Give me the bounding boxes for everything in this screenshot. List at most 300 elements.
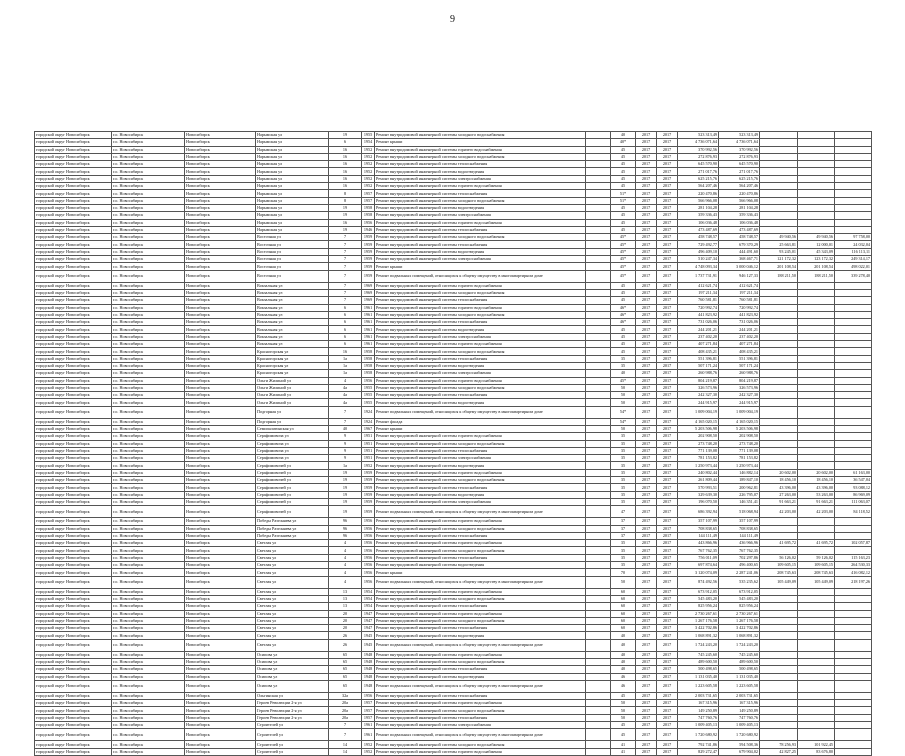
street-cell: Подгорная ул (256, 418, 329, 425)
work-type-cell: Ремонт внутридомовой инженерной системы водоотведения (375, 462, 586, 469)
table-row (35, 498, 872, 505)
work-type-cell: Ремонт внутридомовой инженерной системы теплоснабжения (375, 392, 586, 399)
plan-year-cell: 2017 (636, 226, 657, 233)
year-cell: 1961 (362, 326, 375, 333)
table-row (35, 384, 872, 391)
table-row (35, 462, 872, 469)
cost-local-cell (798, 319, 835, 326)
street-cell: Осипова ул (256, 659, 329, 666)
locality-cell: Новосибирск (185, 406, 256, 418)
table-row (35, 399, 872, 406)
house-cell: 6 (329, 319, 362, 326)
house-cell: 20 (329, 625, 362, 632)
cost-total-cell: 760 581,81 (678, 297, 719, 304)
city-cell: г.о. Новосибирск (112, 554, 185, 561)
district-cell: городской округ Новосибирск (35, 576, 112, 588)
cost-fund-cell: 271 017,76 (719, 168, 760, 175)
plan-year-cell: 2017 (636, 540, 657, 547)
street-cell: Серафимовичей ул (256, 506, 329, 518)
district-cell: городской округ Новосибирск (35, 341, 112, 348)
cost-owners-cell (760, 440, 798, 447)
table-row (35, 348, 872, 355)
plan-year-cell: 2017 (636, 311, 657, 318)
cost-owners-cell (760, 651, 798, 658)
cost-local-cell (798, 722, 835, 729)
cost-local-cell: 83 676,80 (798, 748, 835, 755)
cost-owners-cell: 121 172,32 (760, 256, 798, 263)
house-cell: 1а (329, 355, 362, 362)
year-cell: 1958 (362, 348, 375, 355)
work-type-cell: Ремонт подвальных помещений, относящихся к общему имуществу в многоквартирном доме (375, 680, 586, 692)
cost-total-cell: 829 272,47 (678, 748, 719, 755)
year-cell: 1959 (362, 484, 375, 491)
city-cell: г.о. Новосибирск (112, 748, 185, 755)
table-row (35, 469, 872, 476)
cost-other-cell (835, 659, 872, 666)
year-cell: 1924 (362, 418, 375, 425)
cost-local-cell: 18 456,10 (798, 477, 835, 484)
locality-cell: Новосибирск (185, 617, 256, 624)
city-cell: г.о. Новосибирск (112, 190, 185, 197)
blank-cell (586, 234, 611, 241)
cost-other-cell: 61 163,00 (835, 469, 872, 476)
cost-other-cell (835, 707, 872, 714)
done-year-cell: 2017 (657, 282, 678, 289)
done-year-cell: 2017 (657, 673, 678, 680)
work-type-cell: Ремонт внутридомовой инженерной системы горячего водоснабжения (375, 540, 586, 547)
plan-year-cell: 2017 (636, 632, 657, 639)
done-year-cell: 2017 (657, 241, 678, 248)
done-year-cell: 2017 (657, 168, 678, 175)
cost-owners-cell (760, 297, 798, 304)
wear-cell: 45 (611, 348, 636, 355)
cost-local-cell (798, 632, 835, 639)
work-type-cell: Ремонт внутридомовой инженерной системы холодного водоснабжения (375, 197, 586, 204)
cost-owners-cell (760, 190, 798, 197)
work-type-cell: Ремонт внутридомовой инженерной системы водоотведения (375, 399, 586, 406)
city-cell: г.о. Новосибирск (112, 498, 185, 505)
street-cell: Нарымская ул (256, 132, 329, 139)
street-cell: Вокзальная ул (256, 297, 329, 304)
street-cell: Вокзальная ул (256, 319, 329, 326)
year-cell: 1952 (362, 741, 375, 748)
cost-local-cell (798, 425, 835, 432)
year-cell: 1954 (362, 139, 375, 146)
blank-cell (586, 297, 611, 304)
work-type-cell: Ремонт внутридомовой инженерной системы холодного водоснабжения (375, 132, 586, 139)
cost-total-cell: 272 876,93 (678, 153, 719, 160)
city-cell: г.о. Новосибирск (112, 392, 185, 399)
wear-cell: 45 (611, 183, 636, 190)
wear-cell: 45 (611, 282, 636, 289)
cost-local-cell (798, 139, 835, 146)
work-type-cell: Ремонт внутридомовой инженерной системы холодного водоснабжения (375, 384, 586, 391)
done-year-cell: 2017 (657, 595, 678, 602)
street-cell: Осипова ул (256, 666, 329, 673)
cost-fund-cell: 458 748,57 (719, 234, 760, 241)
cost-other-cell (835, 311, 872, 318)
house-cell: 9 (329, 447, 362, 454)
city-cell: г.о. Новосибирск (112, 297, 185, 304)
cost-local-cell (798, 333, 835, 340)
cost-owners-cell (760, 700, 798, 707)
done-year-cell: 2017 (657, 680, 678, 692)
house-cell: 26 (329, 639, 362, 651)
cost-local-cell: 20 602,00 (798, 469, 835, 476)
cost-fund-cell: 149 250,89 (719, 707, 760, 714)
district-cell: городской округ Новосибирск (35, 132, 112, 139)
wear-cell: 45* (611, 234, 636, 241)
plan-year-cell: 2017 (636, 714, 657, 721)
year-cell: 1952 (362, 748, 375, 755)
cost-owners-cell (760, 714, 798, 721)
city-cell: г.о. Новосибирск (112, 212, 185, 219)
street-cell: Нарымская ул (256, 183, 329, 190)
house-cell: 16 (329, 175, 362, 182)
done-year-cell: 2017 (657, 190, 678, 197)
year-cell: 1959 (362, 241, 375, 248)
house-cell: 7 (329, 297, 362, 304)
cost-owners-cell (760, 532, 798, 539)
cost-local-cell: 105 449,09 (798, 576, 835, 588)
street-cell: Вокзальная ул (256, 326, 329, 333)
cost-owners-cell (760, 639, 798, 651)
cost-fund-cell: 146 351,41 (719, 498, 760, 505)
table-row (35, 440, 872, 447)
cost-local-cell (798, 370, 835, 377)
cost-owners-cell (760, 447, 798, 454)
cost-total-cell: 237 402,20 (678, 333, 719, 340)
locality-cell: Новосибирск (185, 212, 256, 219)
plan-year-cell: 2017 (636, 132, 657, 139)
done-year-cell: 2017 (657, 484, 678, 491)
year-cell: 1957 (362, 190, 375, 197)
work-type-cell: Ремонт внутридомовой инженерной системы теплоснабжения (375, 625, 586, 632)
cost-total-cell: 329 639,30 (678, 491, 719, 498)
city-cell: г.о. Новосибирск (112, 547, 185, 554)
plan-year-cell: 2017 (636, 282, 657, 289)
work-type-cell: Ремонт внутридомовой инженерной системы водоотведения (375, 204, 586, 211)
cost-total-cell: 197 211,34 (678, 289, 719, 296)
done-year-cell: 2017 (657, 348, 678, 355)
done-year-cell: 2017 (657, 603, 678, 610)
street-cell: Красногорская ул (256, 355, 329, 362)
cost-other-cell (835, 433, 872, 440)
street-cell: Строителей ул (256, 741, 329, 748)
locality-cell: Новосибирск (185, 659, 256, 666)
blank-cell (586, 204, 611, 211)
district-cell: городской округ Новосибирск (35, 477, 112, 484)
cost-other-cell (835, 588, 872, 595)
district-cell: городской округ Новосибирск (35, 714, 112, 721)
cost-fund-cell: 3 000 046,12 (719, 263, 760, 270)
locality-cell: Новосибирск (185, 506, 256, 518)
city-cell: г.о. Новосибирск (112, 234, 185, 241)
cost-other-cell (835, 168, 872, 175)
cost-owners-cell (760, 729, 798, 741)
plan-year-cell: 2017 (636, 469, 657, 476)
work-type-cell: Ремонт подвальных помещений, относящихся к общему имуществу в многоквартирном доме (375, 576, 586, 588)
blank-cell (586, 433, 611, 440)
blank-cell (586, 263, 611, 270)
done-year-cell: 2017 (657, 651, 678, 658)
cost-total-cell: 551 396,81 (678, 355, 719, 362)
cost-total-cell: 408 435,21 (678, 348, 719, 355)
table-row (35, 241, 872, 248)
plan-year-cell: 2017 (636, 588, 657, 595)
cost-owners-cell (760, 384, 798, 391)
cost-owners-cell (760, 282, 798, 289)
cost-total-cell: 357 107,99 (678, 518, 719, 525)
locality-cell: Новосибирск (185, 168, 256, 175)
year-cell: 1956 (362, 532, 375, 539)
done-year-cell: 2017 (657, 289, 678, 296)
plan-year-cell: 2017 (636, 617, 657, 624)
cost-fund-cell: 473 487,69 (719, 226, 760, 233)
year-cell: 1961 (362, 311, 375, 318)
blank-cell (586, 256, 611, 263)
cost-local-cell (798, 625, 835, 632)
street-cell: Героев Революции 2-я ул (256, 700, 329, 707)
wear-cell: 35 (611, 362, 636, 369)
city-cell: г.о. Новосибирск (112, 175, 185, 182)
locality-cell: Новосибирск (185, 525, 256, 532)
cost-owners-cell: 42 827,25 (760, 748, 798, 755)
cost-total-cell: 686 392,94 (678, 506, 719, 518)
cost-other-cell: 24 032,04 (835, 241, 872, 248)
done-year-cell: 2017 (657, 333, 678, 340)
cost-local-cell (798, 341, 835, 348)
street-cell: Подгорная ул (256, 406, 329, 418)
cost-local-cell (798, 362, 835, 369)
done-year-cell: 2017 (657, 547, 678, 554)
locality-cell: Новосибирск (185, 370, 256, 377)
street-cell: Восточная ул (256, 241, 329, 248)
street-cell: Нарымская ул (256, 175, 329, 182)
year-cell: 1959 (362, 248, 375, 255)
table-row (35, 625, 872, 632)
wear-cell: 45* (611, 263, 636, 270)
cost-owners-cell (760, 377, 798, 384)
wear-cell: 35 (611, 440, 636, 447)
cost-owners-cell (760, 722, 798, 729)
cost-local-cell: 188 211,50 (798, 270, 835, 282)
locality-cell: Новосибирск (185, 304, 256, 311)
cost-owners-cell (760, 153, 798, 160)
city-cell: г.о. Новосибирск (112, 484, 185, 491)
cost-local-cell (798, 666, 835, 673)
cost-fund-cell: 523 313,49 (719, 132, 760, 139)
cost-total-cell: 697 874,64 (678, 562, 719, 569)
plan-year-cell: 2017 (636, 525, 657, 532)
wear-cell: 45 (611, 168, 636, 175)
house-cell: 7 (329, 234, 362, 241)
done-year-cell: 2017 (657, 569, 678, 576)
locality-cell: Новосибирск (185, 484, 256, 491)
done-year-cell: 2017 (657, 311, 678, 318)
street-cell: Нарымская ул (256, 139, 329, 146)
cost-other-cell (835, 319, 872, 326)
year-cell: 1952 (362, 183, 375, 190)
cost-owners-cell: 78 256,93 (760, 741, 798, 748)
cost-total-cell: 144 111,49 (678, 532, 719, 539)
cost-total-cell: 500 498,65 (678, 666, 719, 673)
city-cell: г.о. Новосибирск (112, 540, 185, 547)
wear-cell: 45 (611, 326, 636, 333)
blank-cell (586, 588, 611, 595)
year-cell: 1956 (362, 562, 375, 569)
cost-owners-cell: 93 245,01 (760, 248, 798, 255)
city-cell: г.о. Новосибирск (112, 384, 185, 391)
wear-cell: 35 (611, 562, 636, 569)
plan-year-cell: 2017 (636, 341, 657, 348)
cost-owners-cell: 25 663,81 (760, 241, 798, 248)
wear-cell: 35 (611, 469, 636, 476)
blank-cell (586, 197, 611, 204)
cost-local-cell (798, 153, 835, 160)
street-cell: Нарымская ул (256, 153, 329, 160)
district-cell: городской округ Новосибирск (35, 666, 112, 673)
plan-year-cell: 2017 (636, 333, 657, 340)
district-cell: городской округ Новосибирск (35, 491, 112, 498)
plan-year-cell: 2017 (636, 554, 657, 561)
cost-fund-cell: 708 838,65 (719, 525, 760, 532)
cost-fund-cell: 202 908,50 (719, 433, 760, 440)
year-cell: 1959 (362, 498, 375, 505)
house-cell: 1а (329, 370, 362, 377)
cost-other-cell (835, 625, 872, 632)
cost-owners-cell: 188 211,50 (760, 270, 798, 282)
street-cell: Нарымская ул (256, 219, 329, 226)
wear-cell: 45 (611, 226, 636, 233)
cost-fund-cell: 357 107,99 (719, 518, 760, 525)
done-year-cell: 2017 (657, 197, 678, 204)
house-cell: 16 (329, 219, 362, 226)
cost-other-cell (835, 212, 872, 219)
cost-owners-cell (760, 333, 798, 340)
cost-other-cell (835, 440, 872, 447)
cost-fund-cell: 1 009 405,13 (719, 722, 760, 729)
cost-owners-cell: 56 126,02 (760, 554, 798, 561)
cost-owners-cell: 208 745,63 (760, 569, 798, 576)
cost-fund-cell: 1 223 605,58 (719, 680, 760, 692)
cost-total-cell: 874 492,56 (678, 576, 719, 588)
done-year-cell: 2017 (657, 554, 678, 561)
cost-owners-cell: 91 663,21 (760, 498, 798, 505)
table-row (35, 212, 872, 219)
work-type-cell: Ремонт внутридомовой инженерной системы горячего водоснабжения (375, 282, 586, 289)
city-cell: г.о. Новосибирск (112, 639, 185, 651)
cost-owners-cell (760, 632, 798, 639)
done-year-cell: 2017 (657, 562, 678, 569)
cost-total-cell: 767 762,35 (678, 547, 719, 554)
cost-total-cell: 443 866,96 (678, 540, 719, 547)
year-cell: 1945 (362, 639, 375, 651)
house-cell: 96 (329, 532, 362, 539)
cost-local-cell: 91 663,21 (798, 498, 835, 505)
district-cell: городской округ Новосибирск (35, 603, 112, 610)
cost-fund-cell: 767 762,35 (719, 547, 760, 554)
work-type-cell: Ремонт внутридомовой инженерной системы холодного водоснабжения (375, 153, 586, 160)
cost-total-cell: 3 422 702,86 (678, 625, 719, 632)
cost-total-cell: 273 748,20 (678, 440, 719, 447)
blank-cell (586, 639, 611, 651)
cost-local-cell (798, 204, 835, 211)
blank-cell (586, 348, 611, 355)
cost-fund-cell: 4 736 071,64 (719, 139, 760, 146)
city-cell: г.о. Новосибирск (112, 714, 185, 721)
blank-cell (586, 289, 611, 296)
cost-local-cell (798, 226, 835, 233)
district-cell: городской округ Новосибирск (35, 304, 112, 311)
cost-total-cell: 5 203 506,98 (678, 425, 719, 432)
cost-other-cell (835, 204, 872, 211)
city-cell: г.о. Новосибирск (112, 256, 185, 263)
done-year-cell: 2017 (657, 304, 678, 311)
house-cell: 20а (329, 714, 362, 721)
street-cell: Восточная ул (256, 234, 329, 241)
year-cell: 1958 (362, 204, 375, 211)
table-row (35, 248, 872, 255)
cost-fund-cell: 272 876,93 (719, 153, 760, 160)
blank-cell (586, 748, 611, 755)
cost-owners-cell (760, 392, 798, 399)
locality-cell: Новосибирск (185, 518, 256, 525)
wear-cell: 45 (611, 729, 636, 741)
wear-cell: 35 (611, 491, 636, 498)
cost-local-cell (798, 197, 835, 204)
year-cell: 1961 (362, 304, 375, 311)
work-type-cell: Ремонт внутридомовой инженерной системы горячего водоснабжения (375, 146, 586, 153)
blank-cell (586, 518, 611, 525)
work-type-cell: Ремонт внутридомовой инженерной системы теплоснабжения (375, 666, 586, 673)
work-type-cell: Ремонт внутридомовой инженерной системы горячего водоснабжения (375, 651, 586, 658)
wear-cell: 41 (611, 741, 636, 748)
district-cell: городской округ Новосибирск (35, 146, 112, 153)
district-cell: городской округ Новосибирск (35, 506, 112, 518)
locality-cell: Новосибирск (185, 219, 256, 226)
done-year-cell: 2017 (657, 576, 678, 588)
cost-other-cell (835, 355, 872, 362)
house-cell: 65 (329, 651, 362, 658)
locality-cell: Новосибирск (185, 569, 256, 576)
cost-fund-cell: 106 036,48 (719, 219, 760, 226)
house-cell: 65 (329, 673, 362, 680)
cost-other-cell (835, 139, 872, 146)
done-year-cell: 2017 (657, 610, 678, 617)
house-cell: 4а (329, 392, 362, 399)
district-cell: городской округ Новосибирск (35, 297, 112, 304)
district-cell: городской округ Новосибирск (35, 370, 112, 377)
district-cell: городской округ Новосибирск (35, 748, 112, 755)
district-cell: городской округ Новосибирск (35, 447, 112, 454)
plan-year-cell: 2017 (636, 576, 657, 588)
cost-owners-cell (760, 183, 798, 190)
street-cell: Победы Разгоняева ул (256, 525, 329, 532)
cost-fund-cell: 781 153,82 (719, 455, 760, 462)
cost-fund-cell: 673 912,05 (719, 588, 760, 595)
locality-cell: Новосибирск (185, 680, 256, 692)
blank-cell (586, 219, 611, 226)
blank-cell (586, 341, 611, 348)
done-year-cell: 2017 (657, 666, 678, 673)
year-cell: 1959 (362, 491, 375, 498)
district-cell: городской округ Новосибирск (35, 540, 112, 547)
table-row (35, 256, 872, 263)
cost-total-cell: 756 011,09 (678, 554, 719, 561)
year-cell: 1959 (362, 506, 375, 518)
house-cell: 4 (329, 562, 362, 569)
